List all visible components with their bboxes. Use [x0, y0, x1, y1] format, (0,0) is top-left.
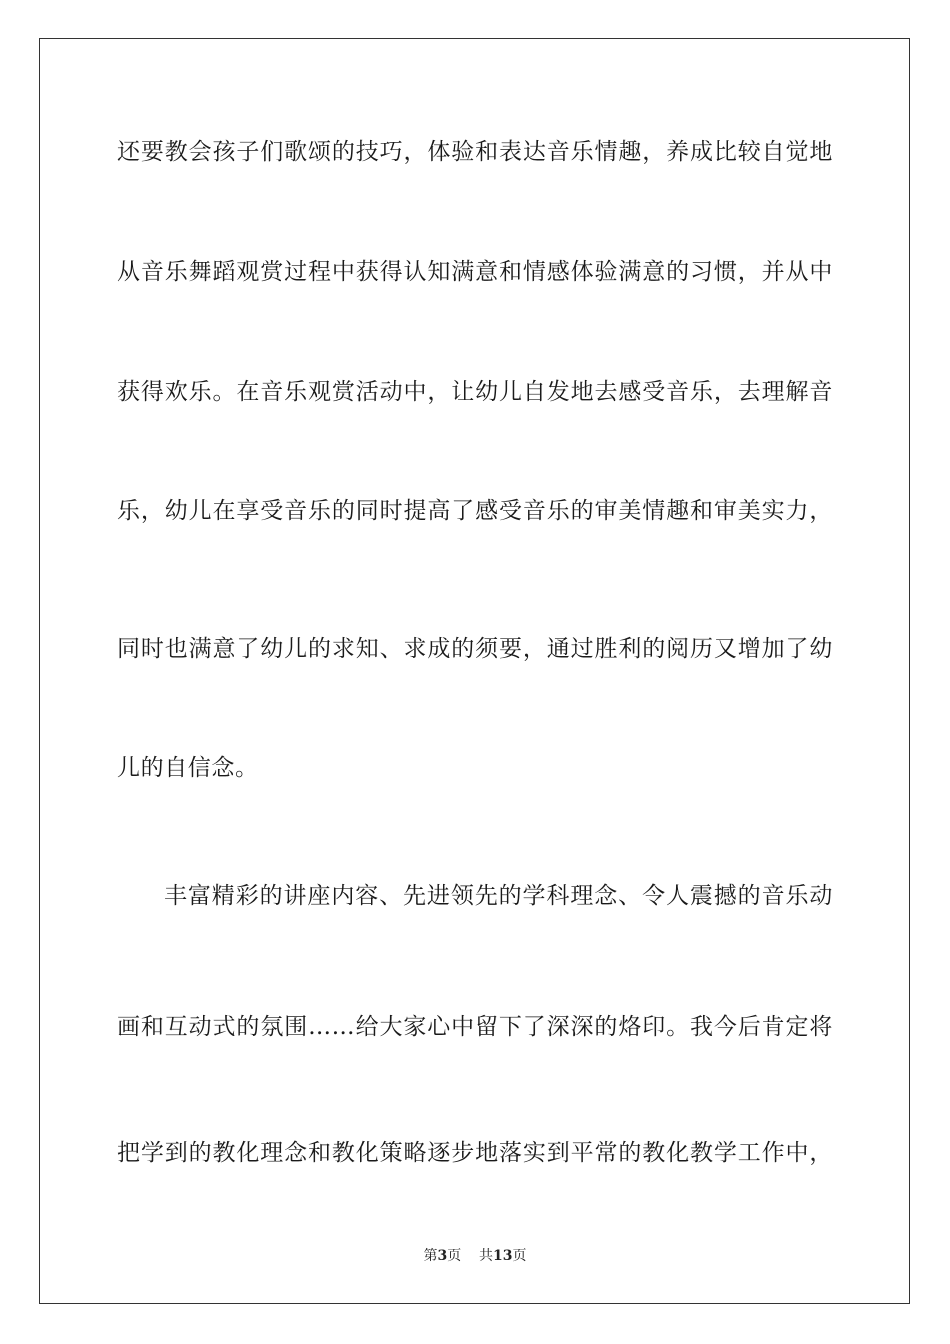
paragraph-line-3: 获得欢乐。在音乐观赏活动中，让幼儿自发地去感受音乐，去理解音 — [117, 379, 833, 405]
paragraph-line-2: 从音乐舞蹈观赏过程中获得认知满意和情感体验满意的习惯，并从中 — [117, 259, 833, 285]
paragraph-line-7: 丰富精彩的讲座内容、先进领先的学科理念、令人震撼的音乐动 — [164, 883, 833, 909]
paragraph-line-4: 乐，幼儿在享受音乐的同时提高了感受音乐的审美情趣和审美实力， — [117, 498, 833, 524]
paragraph-line-5: 同时也满意了幼儿的求知、求成的须要，通过胜利的阅历又增加了幼 — [117, 636, 833, 662]
footer-total-number: 13 — [493, 1248, 513, 1264]
paragraph-line-8: 画和互动式的氛围……给大家心中留下了深深的烙印。我今后肯定将 — [117, 1014, 833, 1040]
footer-total-prefix: 共 — [479, 1248, 494, 1264]
footer-page-prefix: 第 — [423, 1248, 438, 1264]
page-footer — [0, 1246, 950, 1266]
page-border — [39, 38, 910, 1304]
footer-total-suffix: 页 — [512, 1248, 527, 1264]
footer-page-suffix: 页 — [447, 1248, 462, 1264]
paragraph-line-1: 还要教会孩子们歌颂的技巧，体验和表达音乐情趣，养成比较自觉地 — [117, 139, 833, 165]
footer-page-number: 3 — [437, 1248, 448, 1264]
paragraph-line-6: 儿的自信念。 — [117, 755, 259, 781]
paragraph-line-9: 把学到的教化理念和教化策略逐步地落实到平常的教化教学工作中， — [117, 1140, 833, 1166]
